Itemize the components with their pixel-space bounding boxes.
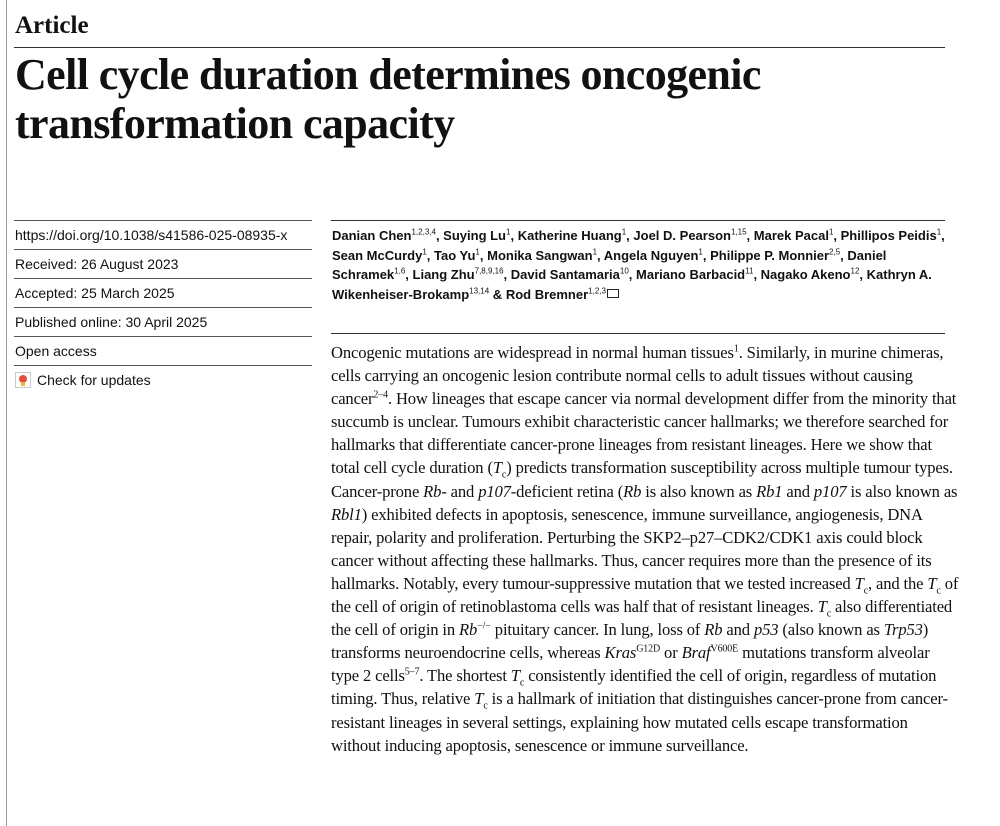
affiliation-marker: 11 (745, 266, 754, 276)
author-name-text: Philippe P. Monnier (710, 247, 830, 263)
abstract-segment: is also known as (641, 481, 757, 501)
abstract-segment: is a hallmark of initiation that distinguishes cancer-prone from cancer-resistant lineages in several settings, explaining how mutated cells escape transformation without inducing apoptosis, senescence or immune surveillance. (331, 689, 948, 755)
italic-term: T (927, 573, 937, 593)
author-name-text: Angela Nguyen (603, 247, 699, 263)
abstract-segment: ) transforms neuroendocrine cells, whereas (331, 620, 929, 663)
received-date: Received: 26 August 2023 (14, 249, 312, 278)
superscript: G12D (636, 643, 661, 655)
abstract-segment: ) predicts transformation susceptibility across multiple tumour types. Cancer-prone (331, 458, 953, 501)
affiliation-marker: 1 (592, 247, 598, 257)
affiliation-marker: 1 (828, 227, 834, 237)
italic-term: Rb (459, 620, 478, 640)
header-divider (14, 47, 945, 48)
affiliation-marker: 2,5 (829, 247, 841, 257)
author-name[interactable] (761, 267, 860, 282)
subscript: c (519, 677, 525, 689)
doi-link[interactable]: https://doi.org/10.1038/s41586-025-08935-x (14, 220, 312, 249)
author-name[interactable] (754, 228, 834, 243)
italic-term: Rb (623, 481, 642, 501)
superscript: −/− (477, 620, 491, 632)
abstract-segment: consistently identified the cell of origin, regardless of mutation timing. Thus, relative (331, 666, 937, 709)
abstract-segment: Oncogenic mutations are widespread in normal human tissues (331, 343, 734, 362)
email-icon[interactable] (607, 289, 619, 298)
italic-term: Braf (681, 643, 711, 663)
affiliation-marker: 1 (621, 227, 627, 237)
abstract-segment: . Similarly, in murine chimeras, cells carrying an oncogenic lesion contribute normal cells to adult tissues without causing cancer (331, 343, 944, 409)
check-for-updates-button[interactable] (14, 365, 312, 394)
italic-term: Rb (704, 620, 723, 640)
abstract-segment: and (722, 620, 754, 640)
affiliation-marker: 13,14 (469, 286, 490, 296)
published-date: Published online: 30 April 2025 (14, 307, 312, 336)
affiliation-marker: 1 (422, 247, 427, 257)
check-updates-icon (15, 372, 31, 388)
author-name[interactable] (413, 267, 504, 282)
accepted-date: Accepted: 25 March 2025 (14, 278, 312, 307)
author-name[interactable] (332, 248, 427, 263)
italic-term: Trp53 (883, 620, 923, 640)
affiliation-marker: 7,8,9,16 (474, 266, 504, 276)
superscript: 5–7 (404, 666, 420, 678)
author-name[interactable] (633, 228, 746, 243)
author-name-text: Kathryn A. Wikenheiser-Brokamp (332, 267, 932, 302)
article-title: Cell cycle duration determines oncogenic transformation capacity (15, 50, 761, 148)
author-name-text: Tao Yu (434, 247, 476, 263)
author-name[interactable] (636, 267, 753, 282)
author-name-text: Liang Zhu (412, 267, 475, 282)
italic-term: Rb1 (756, 481, 783, 501)
subscript: c (863, 585, 868, 597)
author-name[interactable] (710, 248, 840, 263)
subscript: c (826, 608, 831, 620)
abstract-segment: . How lineages that escape cancer via normal development differ from the minority that succumb is unclear. Tumours exhibit characteristic cancer hallmarks; we therefore searched for hallmarks that differentiate cancer-prone lineages from resistant lineages. Here we show that total cell cycle duration ( (331, 389, 957, 478)
author-name[interactable] (487, 248, 597, 263)
abstract-segment: of the cell of origin of retinoblastoma cells was half that of resistant lineages. (331, 573, 959, 617)
author-name[interactable] (518, 228, 626, 243)
abstract-segment: is also known as (846, 481, 958, 501)
abstract-segment: ) exhibited defects in apoptosis, senescence, immune surveillance, angiogenesis, DNA repair, polarity and proliferation. Perturbing the SKP2–p27–CDK2/CDK1 axis could block cancer without affecting these hallmarks. Thus, cancer requires more than the presence of its hallmarks. Notably, every tumour-suppressive mutation that we tested increased (331, 504, 932, 593)
author-name-text: Joel D. Pearson (633, 228, 731, 243)
italic-term: p107 (478, 481, 511, 501)
author-name-text: Daniel Schramek (332, 247, 887, 282)
author-name-text: Phillipos Peidis (840, 228, 937, 243)
affiliation-marker: 1 (506, 227, 511, 237)
italic-term: Kras (604, 643, 637, 663)
author-name-text: Marek Pacal (753, 228, 829, 243)
author-name-text: David Santamaria (510, 267, 620, 282)
author-name-text: Nagako Akeno (760, 267, 851, 282)
check-updates-label: Check for updates (37, 372, 151, 388)
italic-term: p53 (753, 620, 779, 640)
author-name-text: Danian Chen (332, 228, 412, 243)
affiliation-marker: 1 (936, 227, 942, 237)
abstract-segment: -deficient retina ( (510, 481, 624, 501)
affiliation-marker: 1,15 (730, 227, 747, 237)
italic-term: T (817, 597, 827, 617)
author-name[interactable] (332, 228, 436, 243)
affiliation-marker: 10 (619, 266, 629, 276)
subscript: c (936, 585, 941, 597)
abstract-segment: pituitary cancer. In lung, loss of (490, 620, 705, 640)
article-type-label: Article (15, 12, 89, 39)
article-metadata (14, 220, 312, 394)
superscript: 2–4 (373, 389, 388, 401)
italic-term: p107 (813, 481, 847, 501)
italic-term: T (492, 458, 502, 478)
affiliation-marker: 1,6 (394, 266, 406, 276)
author-name-text: Rod Bremner (505, 286, 589, 302)
affiliation-marker: 1,2,3,4 (411, 227, 436, 237)
affiliation-marker: 1 (698, 247, 703, 257)
affiliation-marker: 12 (850, 266, 860, 276)
superscript: V600E (710, 643, 739, 655)
affiliation-marker: 1,2,3 (588, 286, 606, 296)
abstract-text (331, 341, 961, 757)
abstract-segment: also differentiated the cell of origin in (331, 597, 953, 640)
italic-term: Rbl1 (331, 504, 362, 524)
abstract-divider (331, 333, 945, 334)
open-access-label: Open access (14, 336, 312, 365)
author-name[interactable] (443, 228, 510, 243)
italic-term: T (474, 689, 484, 709)
abstract-segment: or (660, 643, 682, 663)
author-name-text: Mariano Barbacid (636, 267, 746, 282)
italic-term: T (854, 573, 864, 593)
author-name[interactable] (604, 248, 703, 263)
author-list: Danian Chen$^{1,2,3,4}$, Suying Lu$^1$, Katherine Huang$^1$, Joel D. Pearson$^{1,15}$, Marek Pacal$^1$, Phillipos Peidis$^1$, Sean McCurdy$^1$, Tao Yu$^1$, Monika Sangwan$^1$, Angela Nguyen$^1$, Philippe P. Monnier$^{2,5}$, Daniel Schramek$^{1,6}$, Liang Zhu$^{7,8,9,16}$, David Santamaria$^{10}$, Mariano Barbacid$^{11}$, Nagako Akeno$^{12}$, Kathryn A. Wikenheiser-Brokamp$^{13,14}$ & Rod Bremner$^{1,2,3}$ (332, 227, 945, 302)
abstract-segment: , and the (867, 573, 928, 593)
author-name-text: Suying Lu (443, 228, 507, 243)
author-name[interactable] (841, 228, 942, 243)
author-name[interactable] (434, 248, 480, 263)
italic-term: T (510, 666, 520, 686)
affiliation-marker: 1 (475, 247, 480, 257)
author-name[interactable] (506, 287, 606, 302)
superscript: 1 (733, 343, 739, 355)
subscript: c (501, 469, 507, 481)
abstract-segment: and (782, 481, 814, 501)
author-name[interactable] (511, 267, 629, 282)
abstract-segment: (also known as (778, 620, 884, 640)
author-name-text: Sean McCurdy (332, 247, 423, 263)
author-name-text: Katherine Huang (517, 228, 622, 243)
authors-divider (331, 220, 945, 221)
abstract-segment: . The shortest (419, 666, 511, 686)
subscript: c (483, 700, 488, 712)
left-margin-rule (6, 0, 7, 826)
abstract-segment: - and (441, 481, 479, 501)
italic-term: Rb (423, 481, 442, 501)
abstract-segment: mutations transform alveolar type 2 cells (331, 643, 930, 686)
author-name-text: Monika Sangwan (487, 247, 593, 263)
